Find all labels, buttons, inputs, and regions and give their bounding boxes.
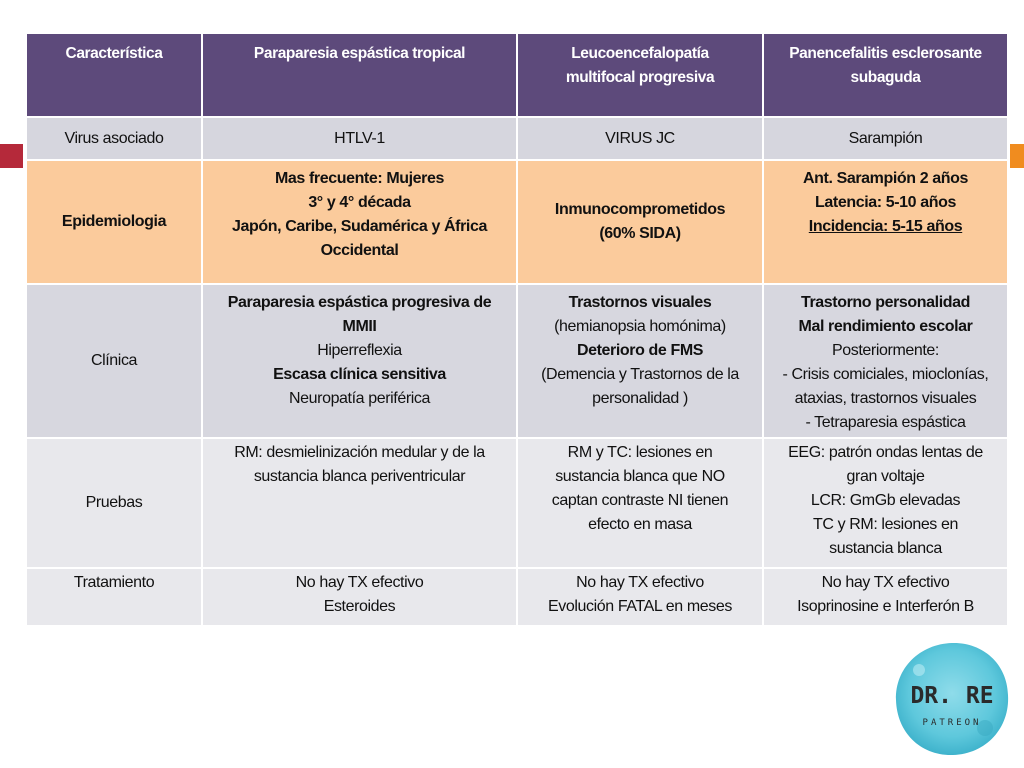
cell-clin-leuco: Trastornos visuales (hemianopsia homónima) Deterioro de FMS (Demencia y Trastornos de la personalidad ) [517, 284, 763, 438]
label-pruebas: Pruebas [26, 438, 202, 568]
cell-epi-panenc: Ant. Sarampión 2 años Latencia: 5-10 años Incidencia: 5-15 años [763, 160, 1008, 284]
cell-epi-leuco: Inmunocomprometidos (60% SIDA) [517, 160, 763, 284]
row-epidemiologia [26, 160, 1008, 284]
header-panencefalitis: Panencefalitis esclerosante subaguda [763, 33, 1008, 117]
label-virus-asociado: Virus asociado [26, 117, 202, 160]
cell-trat-panenc: No hay TX efectivo Isoprinosine e Interferón B [763, 568, 1008, 626]
row-virus-asociado [26, 117, 1008, 160]
header-caracteristica: Característica [26, 33, 202, 117]
label-clinica: Clínica [26, 284, 202, 438]
header-leucoencefalopatia: Leucoencefalopatía multifocal progresiva [517, 33, 763, 117]
row-clinica [26, 284, 1008, 438]
logo-title: DR. RE [910, 683, 994, 709]
cell-epi-paraparesia: Mas frecuente: Mujeres 3° y 4° década Japón, Caribe, Sudamérica y África Occidental [202, 160, 517, 284]
header-row [26, 33, 1008, 117]
cell-clin-panenc: Trastorno personalidad Mal rendimiento escolar Posteriormente: - Crisis comiciales, mioclonías, ataxias, trastornos visuales - Tetraparesia espástica [763, 284, 1008, 438]
cell-clin-paraparesia: Paraparesia espástica progresiva de MMII Hiperreflexia Escasa clínica sensitiva Neuropatía periférica [202, 284, 517, 438]
row-tratamiento [26, 568, 1008, 626]
row-pruebas [26, 438, 1008, 568]
header-paraparesia: Paraparesia espástica tropical [202, 33, 517, 117]
label-epidemiologia: Epidemiologia [26, 160, 202, 284]
cell-virus-leuco: VIRUS JC [517, 117, 763, 160]
cell-virus-paraparesia: HTLV-1 [202, 117, 517, 160]
logo-subtitle: PATREON [922, 718, 982, 728]
cell-trat-leuco: No hay TX efectivo Evolución FATAL en meses [517, 568, 763, 626]
cell-prue-paraparesia: RM: desmielinización medular y de la sustancia blanca periventricular [202, 438, 517, 568]
left-accent-bar [0, 144, 23, 168]
cell-trat-paraparesia: No hay TX efectivo Esteroides [202, 568, 517, 626]
cell-prue-panenc: EEG: patrón ondas lentas de gran voltaje LCR: GmGb elevadas TC y RM: lesiones en sustancia blanca [763, 438, 1008, 568]
cell-prue-leuco: RM y TC: lesiones en sustancia blanca que NO captan contraste NI tienen efecto en masa [517, 438, 763, 568]
comparison-table [25, 32, 1009, 627]
label-tratamiento: Tratamiento [26, 568, 202, 626]
cell-virus-panenc: Sarampión [763, 117, 1008, 160]
dr-re-patreon-logo [893, 640, 1011, 758]
right-accent-bar [1010, 144, 1024, 168]
